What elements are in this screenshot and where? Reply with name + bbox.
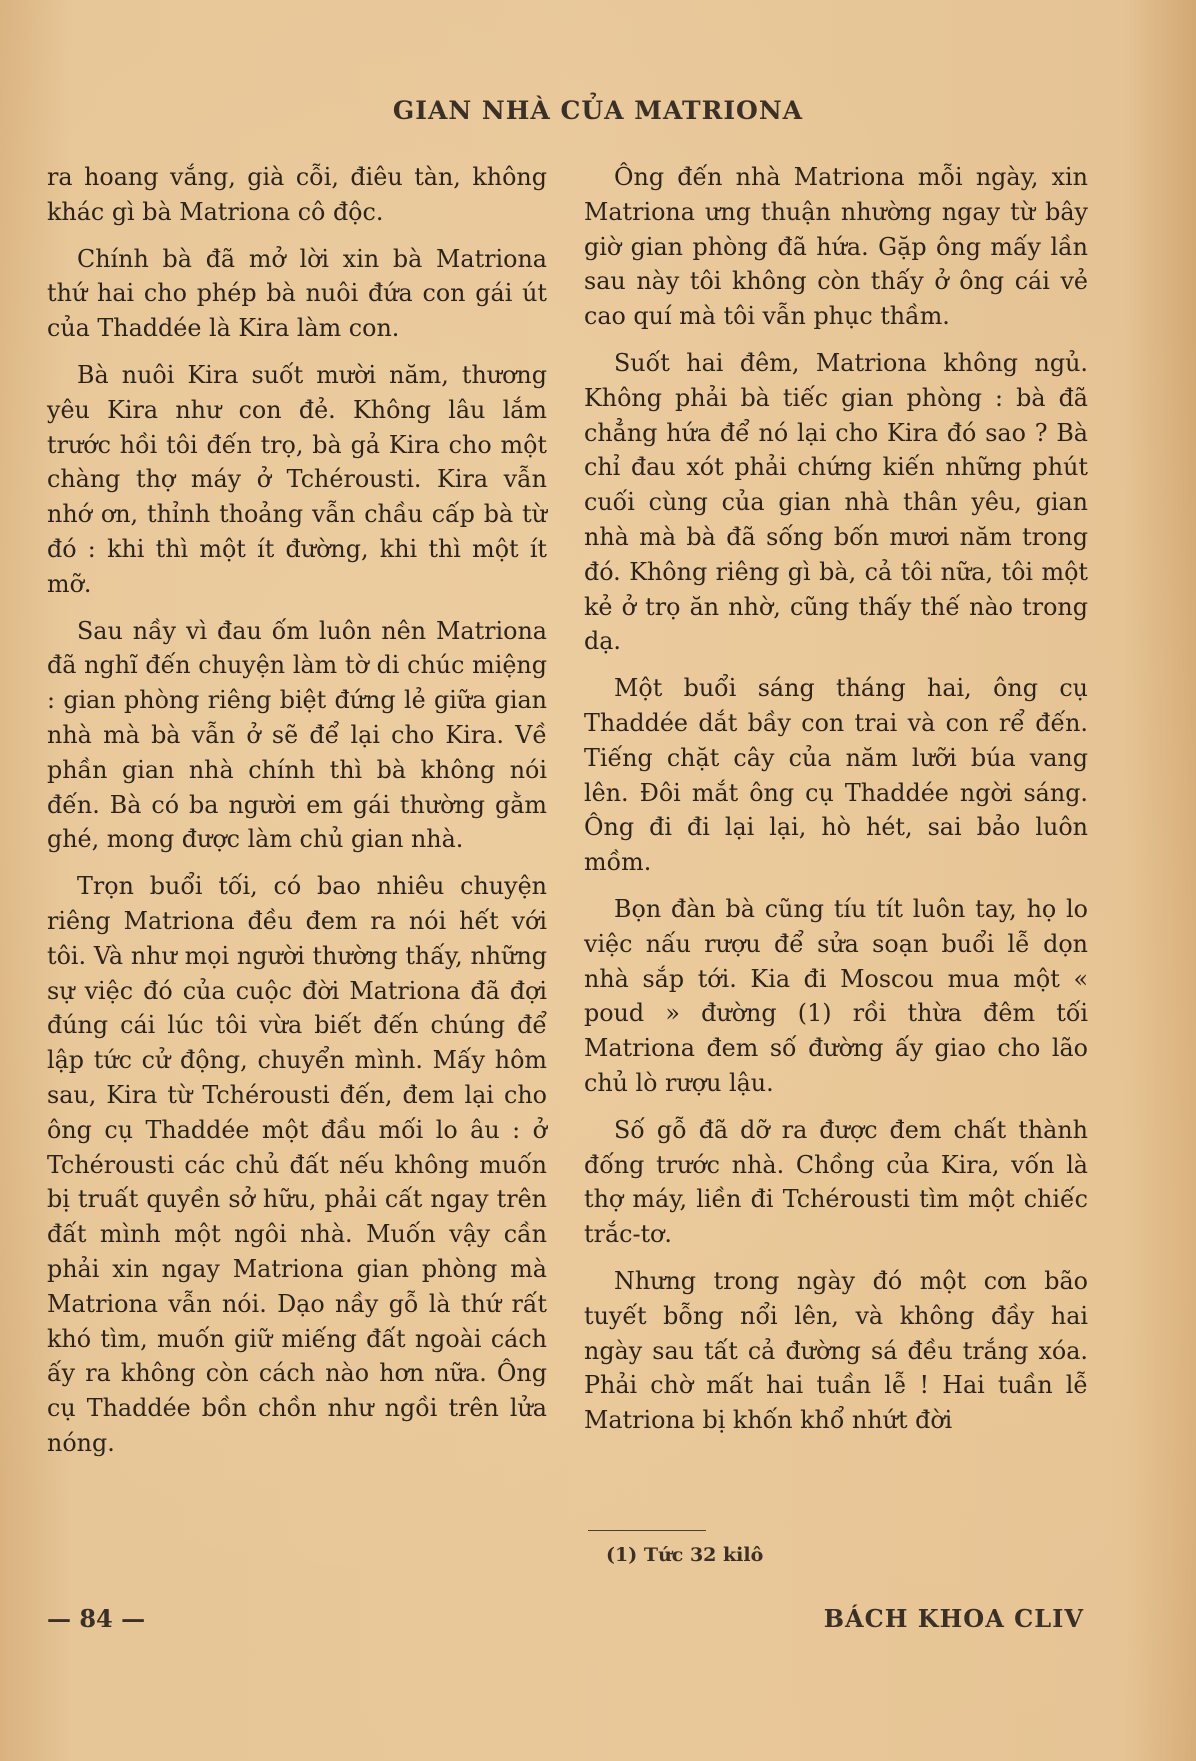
page-number: — 84 —	[47, 1604, 146, 1633]
footnote-divider	[588, 1530, 706, 1531]
paragraph: Một buổi sáng tháng hai, ông cụ Thaddée dắt bầy con trai và con rể đến. Tiếng chặt cây của năm lưỡi búa vang lên. Đôi mắt ông cụ Thaddée ngời sáng. Ông đi đi lại lại, hò hét, sai bảo luôn mồm.	[584, 674, 1088, 877]
paragraph: Số gỗ đã dỡ ra được đem chất thành đống trước nhà. Chồng của Kira, vốn là thợ máy, liền đi Tchérousti tìm một chiếc trắc-tơ.	[584, 1115, 1088, 1249]
paragraph: Suốt hai đêm, Matriona không ngủ. Không phải bà tiếc gian phòng : bà đã chẳng hứa để nó lại cho Kira đó sao ? Bà chỉ đau xót phải chứng kiến những phút cuối cùng của gian nhà thân yêu, gian nhà mà bà đã sống bốn mươi năm trong đó. Không riêng gì bà, cả tôi nữa, tôi một kẻ ở trọ ăn nhờ, cũng thấy thế nào trong dạ.	[584, 348, 1088, 656]
footnote: (1) Tức 32 kilô	[606, 1544, 764, 1566]
paragraph: Bà nuôi Kira suốt mười năm, thương yêu Kira như con đẻ. Không lâu lắm trước hồi tôi đến trọ, bà gả Kira cho một chàng thợ máy ở Tchérousti. Kira vẫn nhớ ơn, thỉnh thoảng vẫn chầu cấp bà từ đó : khi thì một ít đường, khi thì một ít mỡ.	[47, 360, 547, 598]
paragraph: Bọn đàn bà cũng tíu tít luôn tay, họ lo việc nấu rượu để sửa soạn buổi lễ dọn nhà sắp tới. Kia đi Moscou mua một « poud » đường (1) rồi thừa đêm tối Matriona đem số đường ấy giao cho lão chủ lò rượu lậu.	[584, 894, 1088, 1097]
paragraph: Chính bà đã mở lời xin bà Matriona thứ hai cho phép bà nuôi đứa con gái út của Thaddée là Kira làm con.	[47, 244, 547, 343]
running-title: GIAN NHÀ CỦA MATRIONA	[392, 96, 804, 125]
journal-name: BÁCH KHOA CLIV	[823, 1604, 1084, 1633]
right-column	[584, 160, 1088, 1450]
paragraph: ra hoang vắng, già cỗi, điêu tàn, không khác gì bà Matriona cô độc.	[47, 163, 547, 226]
paragraph: Nhưng trong ngày đó một cơn bão tuyết bỗng nổi lên, và không đầy hai ngày sau tất cả đường sá đều trắng xóa. Phải chờ mất hai tuần lễ ! Hai tuần lễ Matriona bị khốn khổ nhứt đời	[584, 1266, 1088, 1435]
paragraph: Sau nầy vì đau ốm luôn nên Matriona đã nghĩ đến chuyện làm tờ di chúc miệng : gian phòng riêng biệt đứng lẻ giữa gian nhà mà bà vẫn ở sẽ để lại cho Kira. Về phần gian nhà chính thì bà không nói đến. Bà có ba người em gái thường gằm ghé, mong được làm chủ gian nhà.	[47, 616, 547, 854]
left-column	[47, 160, 547, 1473]
paragraph: Ông đến nhà Matriona mỗi ngày, xin Matriona ưng thuận nhường ngay từ bây giờ gian phòng đã hứa. Gặp ông mấy lần sau này tôi không còn thấy ở ông cái vẻ cao quí mà tôi vẫn phục thầm.	[584, 163, 1088, 331]
paragraph: Trọn buổi tối, có bao nhiêu chuyện riêng Matriona đều đem ra nói hết với tôi. Và như mọi người thường thấy, những sự việc đó của cuộc đời Matriona đã đợi đúng cái lúc tôi vừa biết đến chúng để lập tức cử động, chuyển mình. Mấy hôm sau, Kira từ Tchérousti đến, đem lại cho ông cụ Thaddée một đầu mối lo âu : ở Tchérousti các chủ đất nếu không muốn bị truất quyền sở hữu, phải cất ngay trên đất mình một ngôi nhà. Muốn vậy cần phải xin ngay Matriona gian phòng mà Matriona vẫn nói. Dạo nầy gỗ là thứ rất khó tìm, muốn giữ miếng đất ngoài cách ấy ra không còn cách nào hơn nữa. Ông cụ Thaddée bồn chồn như ngồi trên lửa nóng.	[47, 872, 547, 1457]
